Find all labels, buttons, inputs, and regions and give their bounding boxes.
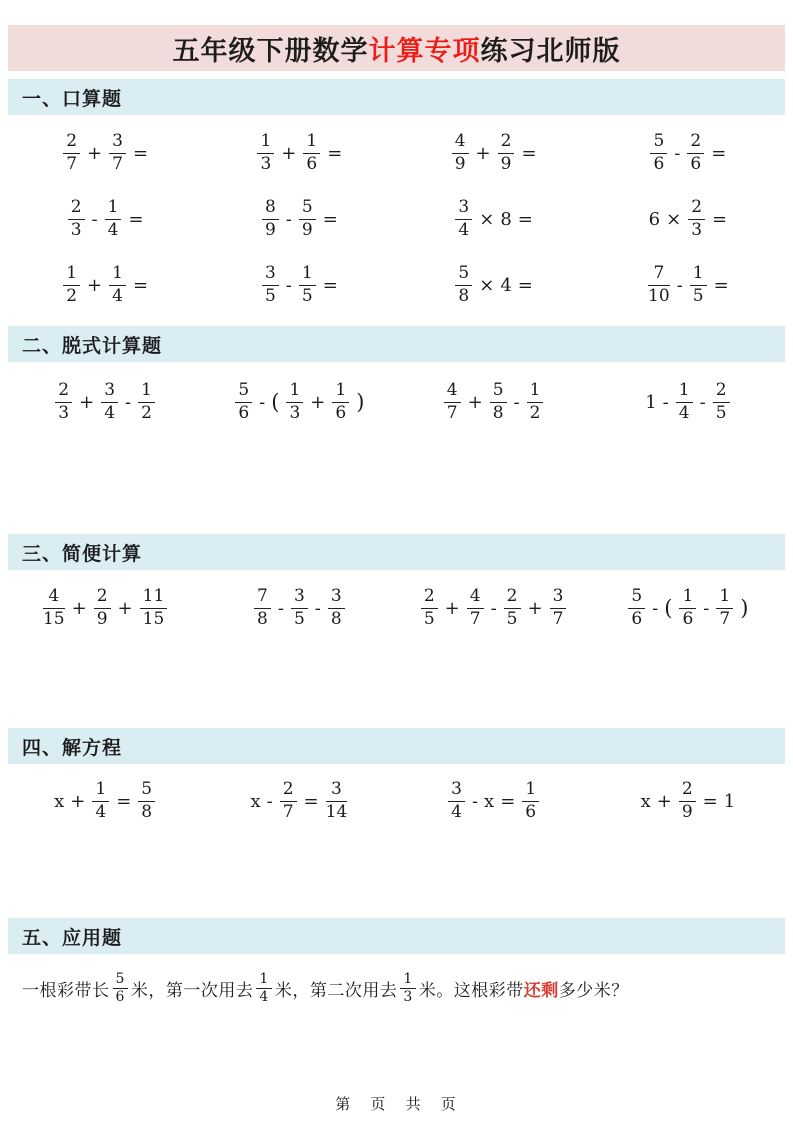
equals-sign: =	[322, 208, 338, 230]
fraction-denominator: 9	[96, 608, 108, 629]
fraction-numerator: 8	[262, 198, 279, 219]
fraction-numerator: 1	[527, 381, 544, 402]
equals-sign: =	[517, 274, 533, 296]
fraction-denominator: 6	[653, 153, 665, 174]
fraction	[328, 587, 345, 628]
operator: -	[285, 208, 292, 230]
fraction-numerator: 1	[400, 972, 415, 989]
fraction-numerator: 5	[299, 198, 316, 219]
fraction-numerator: 5	[455, 264, 472, 285]
fraction	[522, 780, 539, 821]
fraction-numerator: 3	[262, 264, 279, 285]
fraction	[254, 587, 271, 628]
operator: -	[652, 597, 659, 619]
equals-sign: =	[702, 790, 718, 812]
fraction-denominator: 7	[112, 153, 123, 174]
section-title: 一、口算题	[22, 88, 123, 110]
operator: -	[699, 391, 706, 413]
section-title: 二、脱式计算题	[22, 335, 163, 357]
fraction	[650, 132, 667, 173]
operator: ×	[479, 274, 495, 296]
fraction-denominator: 5	[423, 608, 435, 629]
math-problem	[591, 120, 785, 186]
operator: -	[490, 597, 497, 619]
fraction-numerator: 3	[448, 780, 465, 801]
fraction-denominator: 6	[306, 153, 318, 174]
fraction-numerator: 2	[63, 132, 80, 153]
problem-text: 一根彩带长	[22, 981, 110, 1001]
fraction-denominator: 4	[107, 219, 119, 240]
equals-sign: =	[322, 274, 338, 296]
fraction-numerator: 1	[92, 780, 109, 801]
fraction-numerator: 1	[286, 381, 303, 402]
equals-sign: =	[711, 142, 727, 164]
fraction-denominator: 5	[692, 285, 704, 306]
fraction-numerator: 1	[679, 587, 696, 608]
fraction	[280, 780, 297, 821]
section-title: 五、应用题	[22, 927, 123, 949]
fraction-denominator: 3	[58, 402, 70, 423]
section-header	[8, 918, 785, 954]
operator: ×	[666, 208, 682, 230]
operator: +	[87, 274, 103, 296]
fraction	[94, 587, 111, 628]
fraction-denominator: 8	[330, 608, 342, 629]
fraction	[92, 780, 109, 821]
fraction-numerator: 2	[687, 132, 704, 153]
fraction-denominator: 7	[282, 801, 294, 822]
fraction-numerator: 2	[68, 198, 85, 219]
term: 1	[723, 790, 736, 812]
math-problem	[591, 570, 785, 646]
section-3	[0, 534, 793, 646]
equals-sign: =	[712, 208, 728, 230]
parenthesis: (	[271, 390, 280, 414]
section-5	[0, 918, 793, 1006]
fraction-numerator: 4	[452, 132, 469, 153]
math-problem	[202, 252, 396, 318]
term: 6	[648, 208, 661, 230]
fraction-numerator: 3	[328, 587, 345, 608]
fraction	[68, 198, 85, 239]
fraction-denominator: 8	[492, 402, 504, 423]
term: x	[54, 790, 65, 812]
fraction-numerator: 2	[713, 381, 730, 402]
math-problem	[397, 764, 591, 838]
fraction-numerator: 2	[498, 132, 515, 153]
term: x	[250, 790, 261, 812]
fraction	[688, 198, 705, 239]
fraction-denominator: 6	[690, 153, 702, 174]
fraction-numerator: 5	[113, 972, 128, 989]
fraction-denominator: 9	[681, 801, 693, 822]
section-problems	[0, 115, 793, 318]
equals-sign: =	[132, 274, 149, 296]
problem-text: 多少米？	[558, 981, 629, 1001]
fraction	[498, 132, 515, 173]
math-problem	[591, 186, 785, 252]
fraction	[679, 587, 696, 628]
problem-row	[8, 764, 785, 838]
fraction-denominator: 6	[335, 402, 347, 423]
operator: -	[471, 790, 479, 812]
math-problem	[397, 362, 591, 442]
operator: +	[527, 597, 543, 619]
equals-sign: =	[327, 142, 343, 164]
fraction	[262, 198, 279, 239]
fraction	[444, 381, 461, 422]
equals-sign: =	[713, 274, 729, 296]
fraction-denominator: 5	[301, 285, 313, 306]
math-problem	[591, 252, 785, 318]
fraction-numerator: 4	[467, 587, 484, 608]
operator: -	[676, 274, 683, 296]
fraction	[326, 780, 348, 821]
math-problem	[397, 252, 591, 318]
fraction	[332, 381, 349, 422]
fraction-numerator: 4	[444, 381, 461, 402]
term: x	[484, 790, 495, 812]
title-highlight: 计算专项	[368, 35, 481, 66]
math-problem	[202, 570, 396, 646]
operator: +	[475, 142, 491, 164]
term: 8	[500, 208, 512, 230]
fraction	[138, 780, 155, 821]
fraction-denominator: 4	[458, 219, 470, 240]
word-problem	[0, 954, 793, 1006]
operator: -	[91, 208, 98, 230]
fraction-denominator: 3	[260, 153, 272, 174]
fraction-numerator: 1	[105, 198, 122, 219]
fraction-numerator: 3	[101, 381, 118, 402]
fraction-numerator: 2	[94, 587, 111, 608]
fraction-denominator: 5	[506, 608, 518, 629]
fraction-numerator: 5	[650, 132, 667, 153]
fraction-denominator: 8	[257, 608, 268, 629]
fraction	[109, 132, 126, 173]
fraction	[299, 198, 316, 239]
parenthesis: )	[740, 596, 749, 620]
operator: +	[656, 790, 672, 812]
operator: +	[310, 391, 326, 413]
fraction-denominator: 3	[403, 989, 413, 1006]
fraction	[455, 198, 472, 239]
fraction-denominator: 6	[682, 608, 694, 629]
operator: -	[662, 391, 669, 413]
fraction-denominator: 7	[719, 608, 731, 629]
math-problem	[202, 186, 396, 252]
fraction	[257, 132, 274, 173]
fraction-numerator: 1	[256, 972, 271, 989]
math-problem	[591, 362, 785, 442]
fraction	[648, 264, 670, 305]
fraction	[109, 264, 126, 305]
math-problem	[8, 764, 202, 838]
fraction-numerator: 3	[550, 587, 567, 608]
fraction-denominator: 8	[458, 285, 470, 306]
section-problems	[0, 362, 793, 442]
operator: +	[117, 597, 133, 619]
fraction-denominator: 9	[454, 153, 466, 174]
fraction-denominator: 4	[259, 989, 269, 1006]
fraction	[676, 381, 693, 422]
fraction	[455, 264, 472, 305]
fraction-numerator: 3	[291, 587, 308, 608]
fraction-denominator: 6	[115, 989, 125, 1006]
section-problems	[0, 570, 793, 646]
operator: +	[281, 142, 297, 164]
section-problems	[0, 954, 793, 1006]
section-header	[8, 326, 785, 362]
title-text: 练习北师版	[480, 35, 621, 66]
section-title: 四、解方程	[22, 737, 123, 759]
fraction-denominator: 8	[141, 801, 153, 822]
problem-row	[8, 362, 785, 442]
fraction	[113, 972, 128, 1006]
fraction-denominator: 5	[264, 285, 276, 306]
math-problem	[202, 120, 396, 186]
math-problem	[8, 186, 202, 252]
operator: +	[71, 597, 87, 619]
page-footer: 第 页 共 页	[335, 1096, 458, 1113]
term: 1	[645, 391, 657, 413]
fraction-numerator: 2	[55, 381, 72, 402]
section-header	[8, 534, 785, 570]
operator: +	[79, 391, 95, 413]
equals-sign: =	[517, 208, 533, 230]
equals-sign: =	[128, 208, 144, 230]
fraction-numerator: 7	[648, 264, 670, 285]
section-4	[0, 728, 793, 838]
problem-text: 米，第一次用去	[130, 981, 254, 1001]
fraction-numerator: 1	[138, 381, 155, 402]
fraction-numerator: 1	[63, 264, 80, 285]
section-problems	[0, 764, 793, 838]
fraction-numerator: 4	[43, 587, 65, 608]
fraction	[101, 381, 118, 422]
fraction	[490, 381, 507, 422]
fraction-denominator: 14	[325, 801, 348, 822]
fraction	[467, 587, 484, 628]
operator: -	[674, 142, 681, 164]
term: 4	[500, 274, 512, 296]
fraction-numerator: 5	[628, 587, 645, 608]
fraction-numerator: 2	[421, 587, 438, 608]
equals-sign: =	[303, 790, 319, 812]
equals-sign: =	[116, 790, 132, 812]
fraction	[140, 587, 168, 628]
fraction	[504, 587, 521, 628]
fraction	[286, 381, 303, 422]
fraction-denominator: 9	[264, 219, 276, 240]
fraction-denominator: 4	[112, 285, 123, 306]
operator: -	[513, 391, 520, 413]
fraction-denominator: 5	[293, 608, 305, 629]
fraction-denominator: 6	[525, 801, 537, 822]
math-problem	[202, 764, 396, 838]
fraction	[105, 198, 122, 239]
parenthesis: )	[356, 390, 365, 414]
operator: -	[277, 597, 284, 619]
fraction-denominator: 9	[301, 219, 313, 240]
fraction-denominator: 4	[95, 801, 107, 822]
fraction-denominator: 5	[715, 402, 727, 423]
fraction	[43, 587, 65, 628]
fraction	[628, 587, 645, 628]
fraction	[262, 264, 279, 305]
fraction	[63, 264, 80, 305]
fraction-numerator: 3	[109, 132, 126, 153]
fraction-numerator: 5	[235, 381, 252, 402]
fraction-numerator: 1	[299, 264, 316, 285]
highlight-text: 还剩	[523, 981, 559, 1001]
fraction-numerator: 1	[257, 132, 274, 153]
fraction-denominator: 6	[631, 608, 643, 629]
fraction	[421, 587, 438, 628]
fraction-denominator: 4	[678, 402, 690, 423]
math-problem	[591, 764, 785, 838]
fraction-numerator: 5	[138, 780, 155, 801]
fraction-denominator: 4	[104, 402, 116, 423]
fraction	[400, 972, 415, 1006]
fraction	[55, 381, 72, 422]
fraction-numerator: 1	[332, 381, 349, 402]
fraction-denominator: 3	[691, 219, 703, 240]
fraction-numerator: 1	[716, 587, 733, 608]
fraction	[63, 132, 80, 173]
fraction-denominator: 7	[66, 153, 78, 174]
fraction-numerator: 11	[140, 587, 168, 608]
fraction-denominator: 15	[42, 608, 65, 629]
fraction	[299, 264, 316, 305]
problem-text: 米，第二次用去	[274, 981, 398, 1001]
fraction	[256, 972, 271, 1006]
fraction-denominator: 3	[289, 402, 301, 423]
fraction-numerator: 3	[326, 780, 348, 801]
problem-row	[8, 252, 785, 318]
fraction-numerator: 1	[303, 132, 320, 153]
fraction-denominator: 3	[70, 219, 82, 240]
fraction-numerator: 2	[504, 587, 521, 608]
fraction-denominator: 2	[66, 285, 78, 306]
fraction	[690, 264, 707, 305]
fraction-numerator: 5	[490, 381, 507, 402]
fraction-denominator: 4	[451, 801, 462, 822]
fraction	[452, 132, 469, 173]
math-problem	[8, 362, 202, 442]
fraction	[687, 132, 704, 173]
operator: +	[444, 597, 460, 619]
fraction-denominator: 2	[141, 402, 152, 423]
fraction-numerator: 1	[690, 264, 707, 285]
section-2	[0, 326, 793, 442]
problem-row	[8, 120, 785, 186]
problem-row	[8, 186, 785, 252]
fraction	[235, 381, 252, 422]
fraction	[550, 587, 567, 628]
equals-sign: =	[132, 142, 149, 164]
math-problem	[8, 570, 202, 646]
section-1	[0, 79, 793, 318]
math-problem	[8, 120, 202, 186]
fraction	[527, 381, 544, 422]
equals-sign: =	[500, 790, 516, 812]
operator: -	[266, 790, 273, 812]
operator: -	[285, 274, 292, 296]
operator: -	[259, 391, 266, 413]
operator: ×	[479, 208, 495, 230]
fraction-numerator: 1	[676, 381, 693, 402]
parenthesis: (	[664, 596, 673, 620]
problem-row	[8, 570, 785, 646]
section-header	[8, 79, 785, 115]
fraction-numerator: 2	[679, 780, 696, 801]
math-problem	[8, 252, 202, 318]
math-problem	[397, 570, 591, 646]
operator: +	[467, 391, 483, 413]
fraction	[679, 780, 696, 821]
fraction-denominator: 9	[500, 153, 512, 174]
fraction-denominator: 7	[446, 402, 458, 423]
operator: -	[125, 391, 132, 413]
math-problem	[397, 186, 591, 252]
problem-text: 米。这根彩带	[418, 981, 524, 1001]
worksheet-title	[8, 25, 785, 71]
term: x	[640, 790, 651, 812]
fraction-denominator: 15	[142, 608, 165, 629]
section-title: 三、简便计算	[22, 543, 143, 565]
section-header	[8, 728, 785, 764]
fraction	[713, 381, 730, 422]
fraction-numerator: 1	[522, 780, 539, 801]
fraction	[291, 587, 308, 628]
fraction	[448, 780, 465, 821]
operator: +	[87, 142, 103, 164]
fraction	[716, 587, 733, 628]
fraction	[138, 381, 155, 422]
operator: -	[314, 597, 321, 619]
fraction-numerator: 7	[254, 587, 271, 608]
fraction-denominator: 7	[552, 608, 564, 629]
equals-sign: =	[521, 142, 537, 164]
fraction-denominator: 6	[238, 402, 250, 423]
fraction-numerator: 2	[280, 780, 297, 801]
fraction-denominator: 7	[469, 608, 481, 629]
fraction-numerator: 3	[455, 198, 472, 219]
fraction-denominator: 2	[529, 402, 541, 423]
math-problem	[397, 120, 591, 186]
title-text: 五年级下册数学	[172, 35, 369, 66]
math-problem	[202, 362, 396, 442]
fraction-numerator: 1	[109, 264, 126, 285]
fraction-denominator: 10	[648, 285, 670, 306]
fraction	[303, 132, 320, 173]
fraction-numerator: 2	[688, 198, 705, 219]
operator: -	[703, 597, 710, 619]
operator: +	[70, 790, 86, 812]
